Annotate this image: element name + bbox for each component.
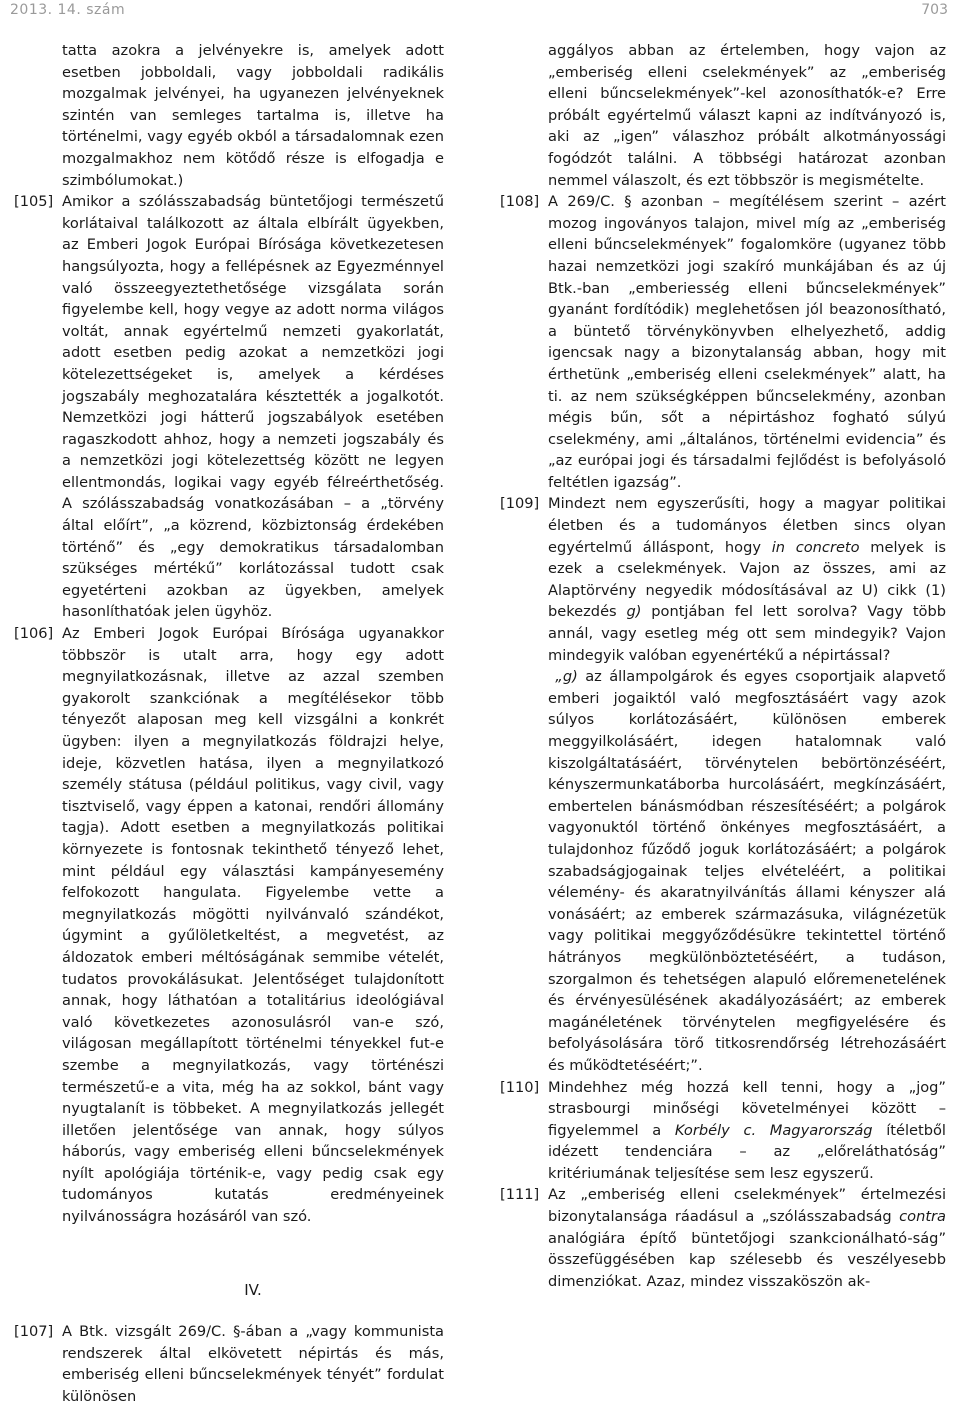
paragraph-continuation: aggályos abban az értelemben, hogy vajon az „emberiség elleni cselekmények” az „emberiség elleni bűncselekmények”-kel azonosíthatók-e? Erre próbált egyértelmű választ kapni az indítványozó is, aki az „igen” válaszhoz próbált alkotmányossági fogódzót találni. A többségi határozat azonban nemmel válaszolt, és ezt többször is megismételte. — [548, 42, 946, 189]
paragraph-number: [105] — [14, 193, 54, 211]
quote-text: „g) az állampolgárok és egyes csoportjaik alapvető emberi jogaiktól való megfosztásáért vagy azok súlyos korlátozásáért, különösen emberek meggyilkolásáért, idegen hatalomnak való kiszolgáltatásáért, törvénytelen bebörtönzéséért, kényszermunkatáborba hurcolásáért, megkínzásáért, embertelen bánásmódban részesítéséért; a polgárok vagyonuktól történő önkényes megfosztásáért, a tulajdonhoz fűződő joguk korlátozásáért; a polgárok szabadságjogainak teljes elvételéért, a politikai vélemény- és akaratnyilvánítás állami kényszer alá vonásáért; az emberek származásuka, világnézetük vagy politikai meggyőződésükre tekintettel történő hátrányos megkülönböztetéséért, a tudáson, szorgalmon és tehetségen alapuló előremenetelének és érvényesülésének akadályozásáért; az emberek magánéletének törvénytelen megfigyelésére és befolyásolására törő titkosrendőrség létrehozásáért és működtetéséért;”. — [548, 668, 946, 1074]
paragraph-text: Mindehhez még hozzá kell tenni, hogy a „jog” strasbourgi minőségi követelményei között – figyelemmel a Korbély c. Magyarország ítéletből idézett tendenciára – az „előreláthatóság” kritériumának teljesítése sem lesz egyszerű. — [548, 1078, 946, 1182]
paragraph-106 — [14, 623, 444, 1228]
paragraph-number: [108] — [500, 193, 540, 211]
paragraph-109 — [500, 493, 946, 666]
paragraph-number: [110] — [500, 1078, 540, 1096]
paragraph-text: Mindezt nem egyszerűsíti, hogy a magyar politikai életben és a tudományos életben sincs olyan egyértelmű álláspont, hogy in concreto melyek is ezek a cselekmények. Vajon az összes, ami az Alaptörvény negyedik módosításával az U) cikk (1) bekezdés g) pontjában fel lett sorolva? Vagy több annál, vagy esetleg még ott sem mindegyik? Vajon mindegyik valóban egyenértékű a népirtással? — [548, 495, 947, 664]
paragraph-number: [109] — [500, 495, 540, 513]
quoted-text — [500, 666, 946, 1076]
paragraph-text: Az „emberiség elleni cselekmények” értelmezési bizonytalansága ráadásul a „szólásszabadság contra analógiára építő büntetőjogi szankcionálható-ság” összefüggésében kap szélesebb és veszélyesebb dimenziókat. Azaz, mindez visszaköszön ak- — [548, 1186, 946, 1290]
paragraph-111 — [500, 1184, 946, 1292]
paragraph-108 — [500, 191, 946, 493]
paragraph-105 — [14, 191, 444, 623]
paragraph-number: [106] — [14, 625, 54, 643]
paragraph-107 — [14, 1321, 444, 1407]
paragraph-continuation: tatta azokra a jelvényekre is, amelyek adott esetben jobboldali, vagy jobboldali radikális mozgalmak jelvényei, ha ugyanezen jelvényeknek szintén van semleges tartalma is, illetve ha történelmi, vagy egyéb okból a társadalomnak ezen mozgalmakhoz nem kötődő része is elfogadja e szimbólumokat.) — [62, 42, 444, 189]
section-heading: IV. — [244, 1280, 262, 1299]
paragraph-text: Az Emberi Jogok Európai Bírósága ugyanakkor többször is utalt arra, hogy egy adott megnyilatkozásnak, illetve az azzal szemben gyakorolt szankciónak a megítélésekor több tényezőt alaposan meg kell vizsgálni a konkrét ügyben: ilyen a megnyilatkozás földrajzi helye, ideje, közvetlen hatása, ilyen a megnyilatkozó személy státusa (például politikus, vagy civil, vagy tisztviselő, vagy éppen a katonai, rendőri állomány tagja). Adott esetben a megnyilatkozás politikai környezete is fontosnak tekinthető tényező lehet, mint például egy választási kampányesemény felfokozott hangulata. Figyelembe vette a megnyilatkozás mögötti nyilvánvaló szándékot, úgymint a gyűlöletkeltést, a megvetést, az áldozatok emberi méltóságának semmibe vételét, tudatos provokálásukat. Jelentőséget tulajdonított annak, hogy láthatóan a totalitárius ideológiával való következetes azonosulásról van-e szó, világosan megállapított történelmi tényekkel fut-e szembe a megnyilatkozás, vagy történészi természetű-e a vita, még ha az sokkol, bánt vagy nyugtalanít is többeket. A megnyilatkozás jellegét illetően jelentősége van annak, hogy súlyos háborús, vagy emberiség elleni bűncselekmények nyílt apológiája történik-e, vagy pedig csak egy tudományos kutatás eredményeinek nyilvánosságra hozásáról van szó. — [62, 625, 444, 1226]
paragraph-text: A 269/C. § azonban – megítélésem szerint – azért mozog ingoványos talajon, mivel míg az „emberiség elleni bűncselekmények” fogalomköre (ugyanez több hazai nemzetközi jogi szakíró munkájában és az új Btk.-ban „emberiesség elleni bűncselekmények” gyanánt fordítódik) meglehetősen jól beazonosítható, a büntető törvénykönyvben elhelyezhető, addig igencsak nagy a bizonytalanság abban, hogy mit érthetünk „emberiség elleni cselekmények” alatt, ha ti. az nem szükségképpen bűncselekmény, azonban mégis bűn, sőt a népirtáshoz fogható súlyú cselekmény, ami „általános, történelmi evidencia” és „az európai jogi és társadalmi fejlődést is befolyásoló feltétlen igazság”. — [548, 193, 946, 491]
paragraph-text: A Btk. vizsgált 269/C. §-ában a „vagy kommunista rendszerek által elkövetett népirtás és más, emberiség elleni bűncselekmények tényét” fordulat különösen — [62, 1323, 444, 1406]
paragraph-number: [111] — [500, 1186, 540, 1204]
right-column — [500, 40, 946, 1292]
paragraph-number: [107] — [14, 1323, 54, 1341]
paragraph-110 — [500, 1077, 946, 1185]
issue-label: 2013. 14. szám — [10, 2, 126, 18]
paragraph-text: Amikor a szólásszabadság büntetőjogi természetű korlátaival találkozott az általa elbírált ügyekben, az Emberi Jogok Európai Bírósága következetesen hangsúlyozta, hogy a fellépésnek az Egyezménnyel való összeegyeztethetősége vizsgálata során figyelembe kell, hogy vegye az adott norma világos voltát, annak egyértelmű nemzeti gyakorlatát, adott esetben pedig azokat a nemzetközi jogi kötelezettségeket is, amelyek a kérdéses jogszabály meghozatalára késztették a jogalkotót. Nemzetközi jogi hátterű jogszabályok esetében ragaszkodott ahhoz, hogy a nemzeti jogszabály és a nemzetközi jogi kötelezettség között ne legyen ellentmondás, logikai vagy egyéb félreérthetőség. A szólásszabadság vonatkozásában – a „törvény által előírt”, „a közrend, közbiztonság érdekében történő” és „egy demokratikus társadalomban szükséges mértékű” korlátozással tudott csak egyetérteni azokban az ügyekben, amelyek hasonlíthatóak jelen ügyhöz. — [62, 193, 444, 621]
page-header — [0, 0, 960, 26]
left-column — [14, 40, 444, 1408]
page-number: 703 — [921, 2, 948, 18]
